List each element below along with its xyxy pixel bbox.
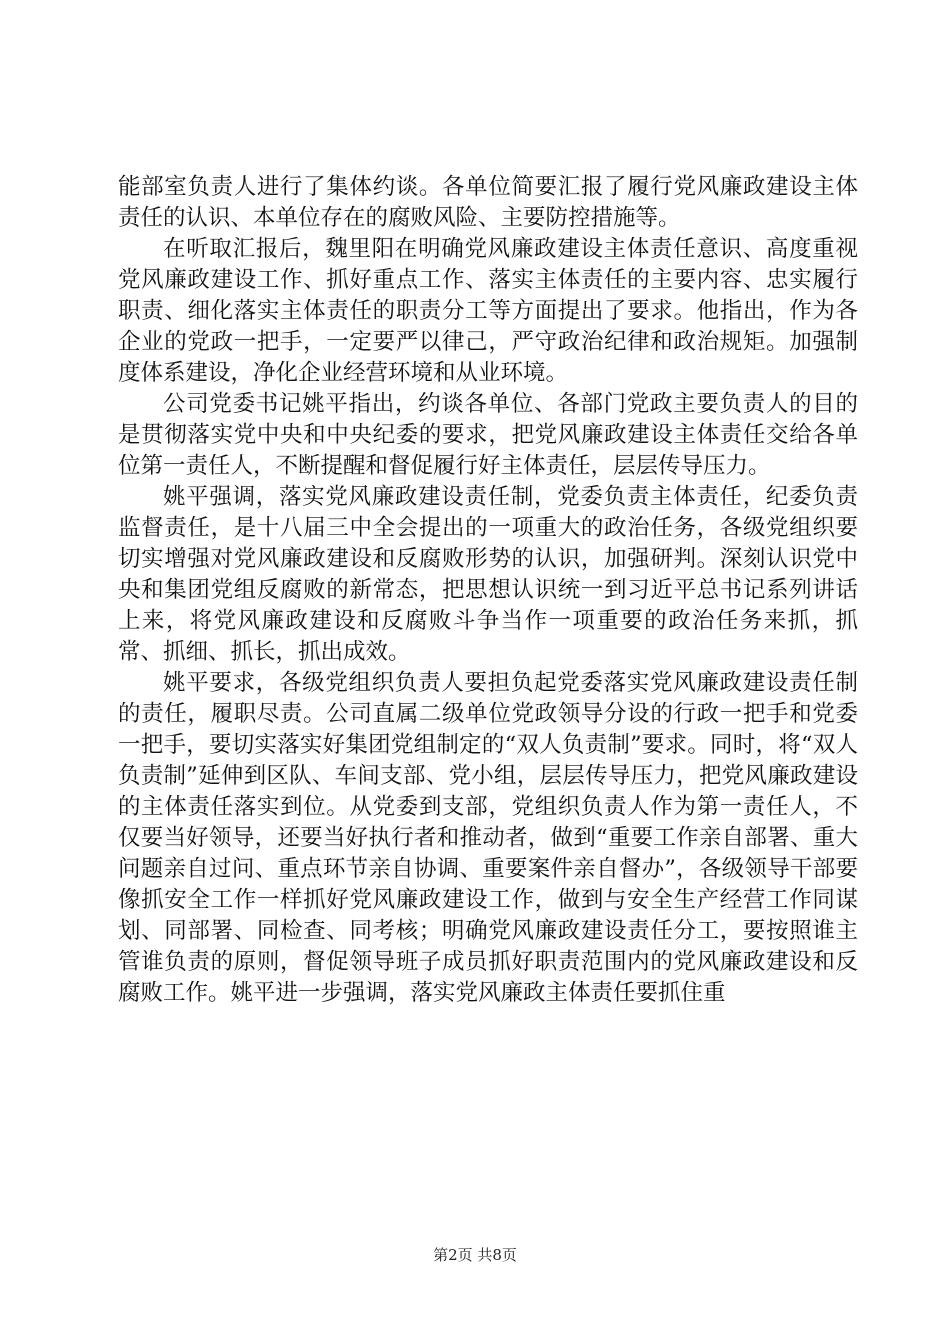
paragraph-secretary-remarks: 公司党委书记姚平指出，约谈各单位、各部门党政主要负责人的目的是贯彻落实党中央和中央纪委的要求，把党风廉政建设主体责任交给各单位第一责任人，不断提醒和督促履行好主体责任，层层传导压力。 [118, 391, 858, 479]
paragraph-emphasis: 姚平强调，落实党风廉政建设责任制，党委负责主体责任，纪委负责监督责任，是十八届三中全会提出的一项重大的政治任务，各级党组织要切实增强对党风廉政建设和反腐败形势的认识，加强研判。深刻认识党中央和集团党组反腐败的新常态，把思想认识统一到习近平总书记系列讲话上来，将党风廉政建设和反腐败斗争当作一项重要的政治任务来抓，抓常、抓细、抓长，抓出成效。 [118, 484, 858, 665]
page-number-label: 第2页 共8页 [433, 1246, 517, 1264]
document-body [118, 172, 858, 1009]
page-footer [0, 1245, 950, 1265]
paragraph-continuation: 能部室负责人进行了集体约谈。各单位简要汇报了履行党风廉政建设主体责任的认识、本单位存在的腐败风险、主要防控措施等。 [118, 174, 858, 231]
paragraph-report-requirements: 在听取汇报后，魏里阳在明确党风廉政建设主体责任意识、高度重视党风廉政建设工作、抓好重点工作、落实主体责任的主要内容、忠实履行职责、细化落实主体责任的职责分工等方面提出了要求。他指出，作为各企业的党政一把手，一定要严以律己，严守政治纪律和政治规矩。加强制度体系建设，净化企业经营环境和从业环境。 [118, 236, 858, 386]
paragraph-requirements: 姚平要求，各级党组织负责人要担负起党委落实党风廉政建设责任制的责任，履职尽责。公司直属二级单位党政领导分设的行政一把手和党委一把手，要切实落实好集团党组制定的“双人负责制”要求。同时，将“双人负责制”延伸到区队、车间支部、党小组，层层传导压力，把党风廉政建设的主体责任落实到位。从党委到支部，党组织负责人作为第一责任人，不仅要当好领导，还要当好执行者和推动者，做到“重要工作亲自部署、重大问题亲自过问、重点环节亲自协调、重要案件亲自督办”，各级领导干部要像抓安全工作一样抓好党风廉政建设工作，做到与安全生产经营工作同谋划、同部署、同检查、同考核；明确党风廉政建设责任分工，要按照谁主管谁负责的原则，督促领导班子成员抓好职责范围内的党风廉政建设和反腐败工作。姚平进一步强调，落实党风廉政主体责任要抓住重 [118, 670, 858, 1006]
